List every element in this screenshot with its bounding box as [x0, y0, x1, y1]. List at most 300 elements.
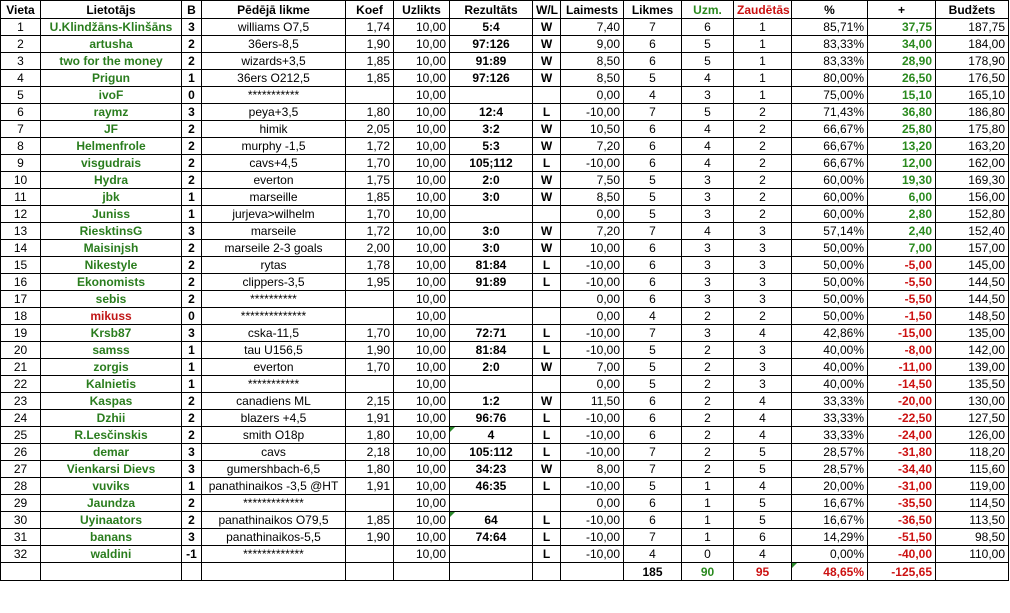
pct-cell: 60,00%: [792, 189, 868, 206]
uzm-cell: 1: [682, 478, 734, 495]
koef-cell: 1,72: [346, 138, 394, 155]
likmes-cell: 6: [624, 393, 682, 410]
uzm-cell: 2: [682, 461, 734, 478]
wl-cell: L: [533, 410, 561, 427]
budzets-cell: 135,50: [936, 376, 1009, 393]
wl-cell: W: [533, 138, 561, 155]
b-cell: 2: [182, 155, 202, 172]
budzets-cell: 156,00: [936, 189, 1009, 206]
user-cell: zorgis: [41, 359, 182, 376]
likmes-cell: 5: [624, 70, 682, 87]
zaud-cell: 1: [734, 53, 792, 70]
laimests-cell: -10,00: [561, 444, 624, 461]
uzm-cell: 4: [682, 138, 734, 155]
likme-cell: rytas: [202, 257, 346, 274]
uzm-cell: 4: [682, 155, 734, 172]
vieta-cell: 15: [1, 257, 41, 274]
uzlikts-cell: 10,00: [394, 427, 450, 444]
pct-cell: 0,00%: [792, 546, 868, 563]
plus-cell: -5,00: [868, 257, 936, 274]
b-cell: 2: [182, 512, 202, 529]
zaud-cell: 2: [734, 206, 792, 223]
table-row: [1, 359, 1009, 376]
header-row: [1, 1, 1009, 19]
laimests-cell: 0,00: [561, 308, 624, 325]
laimests-cell: 0,00: [561, 87, 624, 104]
uzlikts-cell: 10,00: [394, 325, 450, 342]
uzlikts-cell: 10,00: [394, 342, 450, 359]
b-cell: 2: [182, 410, 202, 427]
zaud-cell: 4: [734, 478, 792, 495]
budzets-cell: 145,00: [936, 257, 1009, 274]
budzets-cell: 114,50: [936, 495, 1009, 512]
uzm-cell: 6: [682, 19, 734, 36]
zaud-cell: 6: [734, 529, 792, 546]
uzm-cell: 3: [682, 291, 734, 308]
pct-cell: 40,00%: [792, 359, 868, 376]
table-row: [1, 223, 1009, 240]
b-cell: 2: [182, 274, 202, 291]
plus-cell: -8,00: [868, 342, 936, 359]
laimests-cell: 10,50: [561, 121, 624, 138]
zaud-cell: 4: [734, 546, 792, 563]
koef-cell: 2,05: [346, 121, 394, 138]
likmes-cell: 5: [624, 478, 682, 495]
col-header: Budžets: [936, 1, 1009, 19]
uzlikts-cell: 10,00: [394, 393, 450, 410]
b-cell: 1: [182, 359, 202, 376]
vieta-cell: 14: [1, 240, 41, 257]
pct-cell: 85,71%: [792, 19, 868, 36]
budzets-cell: 98,50: [936, 529, 1009, 546]
koef-cell: [346, 546, 394, 563]
table-row: [1, 529, 1009, 546]
wl-cell: L: [533, 427, 561, 444]
total-uzm: 90: [682, 563, 734, 581]
vieta-cell: 7: [1, 121, 41, 138]
uzm-cell: 5: [682, 104, 734, 121]
uzm-cell: 2: [682, 342, 734, 359]
likmes-cell: 6: [624, 36, 682, 53]
table-row: [1, 478, 1009, 495]
rezultats-cell: 1:2: [450, 393, 533, 410]
table-row: [1, 257, 1009, 274]
laimests-cell: 11,50: [561, 393, 624, 410]
table-row: [1, 87, 1009, 104]
uzlikts-cell: 10,00: [394, 53, 450, 70]
koef-cell: 1,70: [346, 325, 394, 342]
rezultats-cell: 91:89: [450, 274, 533, 291]
user-cell: Ekonomists: [41, 274, 182, 291]
budzets-cell: 152,80: [936, 206, 1009, 223]
zaud-cell: 3: [734, 376, 792, 393]
vieta-cell: 5: [1, 87, 41, 104]
zaud-cell: 3: [734, 359, 792, 376]
total-pct: 48,65%: [792, 563, 868, 581]
user-cell: mikuss: [41, 308, 182, 325]
laimests-cell: -10,00: [561, 155, 624, 172]
uzm-cell: 5: [682, 53, 734, 70]
uzlikts-cell: 10,00: [394, 87, 450, 104]
koef-cell: [346, 87, 394, 104]
table-row: [1, 342, 1009, 359]
user-cell: jbk: [41, 189, 182, 206]
laimests-cell: 8,00: [561, 461, 624, 478]
koef-cell: 1,70: [346, 155, 394, 172]
vieta-cell: 27: [1, 461, 41, 478]
rezultats-cell: 97:126: [450, 70, 533, 87]
vieta-cell: 28: [1, 478, 41, 495]
uzlikts-cell: 10,00: [394, 138, 450, 155]
likme-cell: smith O18p: [202, 427, 346, 444]
likme-cell: wizards+3,5: [202, 53, 346, 70]
col-header: Likmes: [624, 1, 682, 19]
laimests-cell: 0,00: [561, 291, 624, 308]
zaud-cell: 1: [734, 19, 792, 36]
vieta-cell: 18: [1, 308, 41, 325]
koef-cell: [346, 495, 394, 512]
plus-cell: -15,00: [868, 325, 936, 342]
uzm-cell: 3: [682, 240, 734, 257]
table-row: [1, 53, 1009, 70]
total-zaud: 95: [734, 563, 792, 581]
table-row: [1, 376, 1009, 393]
user-cell: Hydra: [41, 172, 182, 189]
likmes-cell: 6: [624, 274, 682, 291]
table-row: [1, 240, 1009, 257]
plus-cell: 34,00: [868, 36, 936, 53]
likme-cell: everton: [202, 172, 346, 189]
user-cell: Juniss: [41, 206, 182, 223]
uzm-cell: 1: [682, 529, 734, 546]
uzm-cell: 2: [682, 376, 734, 393]
b-cell: 2: [182, 393, 202, 410]
koef-cell: 1,78: [346, 257, 394, 274]
zaud-cell: 5: [734, 444, 792, 461]
wl-cell: [533, 87, 561, 104]
b-cell: 1: [182, 376, 202, 393]
likmes-cell: 6: [624, 427, 682, 444]
table-row: [1, 393, 1009, 410]
vieta-cell: 12: [1, 206, 41, 223]
koef-cell: 1,80: [346, 104, 394, 121]
vieta-cell: 9: [1, 155, 41, 172]
koef-cell: 2,00: [346, 240, 394, 257]
budzets-cell: 148,50: [936, 308, 1009, 325]
b-cell: 2: [182, 36, 202, 53]
laimests-cell: -10,00: [561, 529, 624, 546]
likme-cell: 36ers O212,5: [202, 70, 346, 87]
plus-cell: 7,00: [868, 240, 936, 257]
rezultats-cell: 3:0: [450, 223, 533, 240]
koef-cell: 1,95: [346, 274, 394, 291]
plus-cell: -5,50: [868, 274, 936, 291]
uzlikts-cell: 10,00: [394, 121, 450, 138]
laimests-cell: -10,00: [561, 274, 624, 291]
uzm-cell: 5: [682, 36, 734, 53]
pct-cell: 14,29%: [792, 529, 868, 546]
koef-cell: [346, 291, 394, 308]
vieta-cell: 20: [1, 342, 41, 359]
col-header: Laimests: [561, 1, 624, 19]
rezultats-cell: 105:112: [450, 444, 533, 461]
uzlikts-cell: 10,00: [394, 461, 450, 478]
plus-cell: -31,80: [868, 444, 936, 461]
likme-cell: canadiens ML: [202, 393, 346, 410]
likmes-cell: 7: [624, 444, 682, 461]
likme-cell: himik: [202, 121, 346, 138]
koef-cell: 2,15: [346, 393, 394, 410]
user-cell: Vienkarsi Dievs: [41, 461, 182, 478]
vieta-cell: 26: [1, 444, 41, 461]
user-cell: raymz: [41, 104, 182, 121]
uzlikts-cell: 10,00: [394, 376, 450, 393]
zaud-cell: 2: [734, 189, 792, 206]
user-cell: RiesktinsG: [41, 223, 182, 240]
b-cell: 1: [182, 70, 202, 87]
rezultats-cell: [450, 546, 533, 563]
zaud-cell: 2: [734, 121, 792, 138]
uzm-cell: 3: [682, 257, 734, 274]
uzlikts-cell: 10,00: [394, 308, 450, 325]
wl-cell: L: [533, 512, 561, 529]
pct-cell: 80,00%: [792, 70, 868, 87]
laimests-cell: -10,00: [561, 342, 624, 359]
likme-cell: marseille: [202, 189, 346, 206]
koef-cell: 1,72: [346, 223, 394, 240]
plus-cell: -31,00: [868, 478, 936, 495]
likme-cell: 36ers-8,5: [202, 36, 346, 53]
table-row: [1, 36, 1009, 53]
pct-cell: 42,86%: [792, 325, 868, 342]
vieta-cell: 30: [1, 512, 41, 529]
rezultats-cell: 64: [450, 512, 533, 529]
likme-cell: ***********: [202, 87, 346, 104]
wl-cell: L: [533, 478, 561, 495]
b-cell: 2: [182, 138, 202, 155]
laimests-cell: 8,50: [561, 53, 624, 70]
col-header: Uzlikts: [394, 1, 450, 19]
budzets-cell: 163,20: [936, 138, 1009, 155]
wl-cell: L: [533, 274, 561, 291]
col-header: Pēdējā likme: [202, 1, 346, 19]
uzm-cell: 3: [682, 206, 734, 223]
zaud-cell: 4: [734, 410, 792, 427]
rezultats-cell: 81:84: [450, 257, 533, 274]
vieta-cell: 32: [1, 546, 41, 563]
likmes-cell: 6: [624, 257, 682, 274]
zaud-cell: 1: [734, 87, 792, 104]
budzets-cell: 186,80: [936, 104, 1009, 121]
empty-cell: [346, 563, 394, 581]
uzm-cell: 4: [682, 121, 734, 138]
budzets-cell: 110,00: [936, 546, 1009, 563]
budzets-cell: 144,50: [936, 274, 1009, 291]
likme-cell: **************: [202, 308, 346, 325]
b-cell: 1: [182, 189, 202, 206]
likme-cell: panathinaikos O79,5: [202, 512, 346, 529]
b-cell: 3: [182, 325, 202, 342]
laimests-cell: 7,40: [561, 19, 624, 36]
uzm-cell: 4: [682, 223, 734, 240]
col-header: +: [868, 1, 936, 19]
b-cell: 3: [182, 104, 202, 121]
b-cell: 2: [182, 427, 202, 444]
table-row: [1, 70, 1009, 87]
table-row: [1, 512, 1009, 529]
uzm-cell: 2: [682, 308, 734, 325]
user-cell: sebis: [41, 291, 182, 308]
b-cell: 1: [182, 478, 202, 495]
b-cell: 1: [182, 342, 202, 359]
table-row: [1, 155, 1009, 172]
vieta-cell: 17: [1, 291, 41, 308]
budzets-cell: 165,10: [936, 87, 1009, 104]
col-header: Uzm.: [682, 1, 734, 19]
wl-cell: L: [533, 325, 561, 342]
likmes-cell: 5: [624, 359, 682, 376]
likmes-cell: 4: [624, 308, 682, 325]
zaud-cell: 2: [734, 138, 792, 155]
table-row: [1, 104, 1009, 121]
b-cell: 3: [182, 529, 202, 546]
uzm-cell: 3: [682, 189, 734, 206]
b-cell: 2: [182, 257, 202, 274]
wl-cell: W: [533, 36, 561, 53]
likmes-cell: 5: [624, 206, 682, 223]
likmes-cell: 5: [624, 376, 682, 393]
budzets-cell: 144,50: [936, 291, 1009, 308]
wl-cell: [533, 291, 561, 308]
plus-cell: 19,30: [868, 172, 936, 189]
laimests-cell: -10,00: [561, 427, 624, 444]
zaud-cell: 4: [734, 393, 792, 410]
laimests-cell: 0,00: [561, 376, 624, 393]
likme-cell: **********: [202, 291, 346, 308]
laimests-cell: 8,50: [561, 189, 624, 206]
koef-cell: 1,85: [346, 70, 394, 87]
vieta-cell: 23: [1, 393, 41, 410]
zaud-cell: 4: [734, 325, 792, 342]
likmes-cell: 6: [624, 155, 682, 172]
user-cell: demar: [41, 444, 182, 461]
likmes-cell: 4: [624, 87, 682, 104]
table-row: [1, 138, 1009, 155]
likmes-cell: 7: [624, 325, 682, 342]
uzm-cell: 3: [682, 172, 734, 189]
uzlikts-cell: 10,00: [394, 223, 450, 240]
plus-cell: 6,00: [868, 189, 936, 206]
plus-cell: -22,50: [868, 410, 936, 427]
table-row: [1, 410, 1009, 427]
likme-cell: gumershbach-6,5: [202, 461, 346, 478]
laimests-cell: -10,00: [561, 104, 624, 121]
b-cell: 0: [182, 87, 202, 104]
uzlikts-cell: 10,00: [394, 104, 450, 121]
plus-cell: -40,00: [868, 546, 936, 563]
wl-cell: W: [533, 189, 561, 206]
vieta-cell: 24: [1, 410, 41, 427]
vieta-cell: 31: [1, 529, 41, 546]
rezultats-cell: 5:4: [450, 19, 533, 36]
rezultats-cell: 34:23: [450, 461, 533, 478]
table-row: [1, 546, 1009, 563]
laimests-cell: -10,00: [561, 478, 624, 495]
plus-cell: -35,50: [868, 495, 936, 512]
pct-cell: 75,00%: [792, 87, 868, 104]
total-plus: -125,65: [868, 563, 936, 581]
zaud-cell: 3: [734, 291, 792, 308]
wl-cell: W: [533, 359, 561, 376]
user-cell: two for the money: [41, 53, 182, 70]
user-cell: Maisinjsh: [41, 240, 182, 257]
uzm-cell: 2: [682, 427, 734, 444]
user-cell: R.Lesčinskis: [41, 427, 182, 444]
koef-cell: 1,90: [346, 342, 394, 359]
koef-cell: 1,90: [346, 36, 394, 53]
pct-cell: 50,00%: [792, 308, 868, 325]
zaud-cell: 5: [734, 512, 792, 529]
col-header: Rezultāts: [450, 1, 533, 19]
uzlikts-cell: 10,00: [394, 478, 450, 495]
vieta-cell: 13: [1, 223, 41, 240]
rezultats-cell: [450, 206, 533, 223]
pct-cell: 33,33%: [792, 393, 868, 410]
vieta-cell: 3: [1, 53, 41, 70]
likmes-cell: 4: [624, 546, 682, 563]
plus-cell: -24,00: [868, 427, 936, 444]
uzlikts-cell: 10,00: [394, 529, 450, 546]
plus-cell: 25,80: [868, 121, 936, 138]
koef-cell: 1,80: [346, 427, 394, 444]
table-row: [1, 121, 1009, 138]
pct-cell: 40,00%: [792, 342, 868, 359]
budzets-cell: 169,30: [936, 172, 1009, 189]
plus-cell: -5,50: [868, 291, 936, 308]
rezultats-cell: 74:64: [450, 529, 533, 546]
likme-cell: everton: [202, 359, 346, 376]
total-likmes: 185: [624, 563, 682, 581]
pct-cell: 50,00%: [792, 274, 868, 291]
wl-cell: W: [533, 240, 561, 257]
budzets-cell: 187,75: [936, 19, 1009, 36]
laimests-cell: -10,00: [561, 325, 624, 342]
budzets-cell: 130,00: [936, 393, 1009, 410]
uzm-cell: 2: [682, 410, 734, 427]
budzets-cell: 118,20: [936, 444, 1009, 461]
empty-cell: [182, 563, 202, 581]
table-row: [1, 206, 1009, 223]
laimests-cell: 7,20: [561, 138, 624, 155]
pct-cell: 16,67%: [792, 495, 868, 512]
rezultats-cell: 12:4: [450, 104, 533, 121]
pct-cell: 28,57%: [792, 461, 868, 478]
table-row: [1, 495, 1009, 512]
user-cell: Nikestyle: [41, 257, 182, 274]
koef-cell: 1,85: [346, 512, 394, 529]
wl-cell: L: [533, 546, 561, 563]
budzets-cell: 119,00: [936, 478, 1009, 495]
likmes-cell: 5: [624, 172, 682, 189]
laimests-cell: 7,50: [561, 172, 624, 189]
uzlikts-cell: 10,00: [394, 189, 450, 206]
wl-cell: W: [533, 223, 561, 240]
b-cell: 2: [182, 291, 202, 308]
uzlikts-cell: 10,00: [394, 36, 450, 53]
pct-cell: 57,14%: [792, 223, 868, 240]
wl-cell: L: [533, 155, 561, 172]
plus-cell: 2,80: [868, 206, 936, 223]
